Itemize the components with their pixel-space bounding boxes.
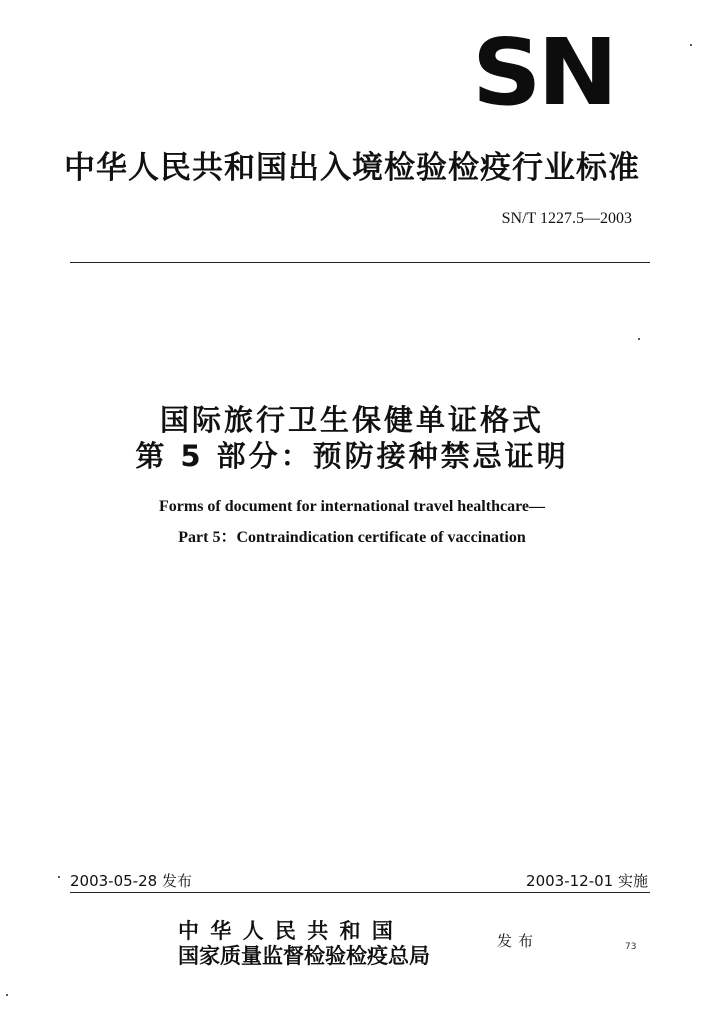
footer-divider [70,892,650,893]
sn-logo: SN [472,19,615,126]
issuer-agency: 国家质量监督检验检疫总局 [178,943,430,968]
document-title-en-line2: Part 5：Contraindication certificate of vaccination [178,529,526,546]
standard-number: SN/T 1227.5—2003 [501,210,632,227]
scan-speck [638,338,640,340]
issuer-country: 中 华 人 民 共 和 国 [178,918,395,943]
scan-speck [6,994,8,996]
page-number: 73 [625,942,637,952]
issue-date: 2003-05-28 发布 [70,872,192,890]
implementation-date: 2003-12-01 实施 [526,872,648,890]
standard-category-title: 中华人民共和国出入境检验检疫行业标准 [64,150,640,186]
document-title-zh-line1: 国际旅行卫生保健单证格式 [159,403,544,437]
document-title-zh-line2: 第 5 部分：预防接种禁忌证明 [135,439,569,473]
document-title-en-line1: Forms of document for international travel healthcare— [158,498,545,515]
scan-speck [690,44,692,46]
publish-label: 发布 [497,932,540,950]
scan-speck [58,876,60,878]
header-divider [70,262,650,263]
